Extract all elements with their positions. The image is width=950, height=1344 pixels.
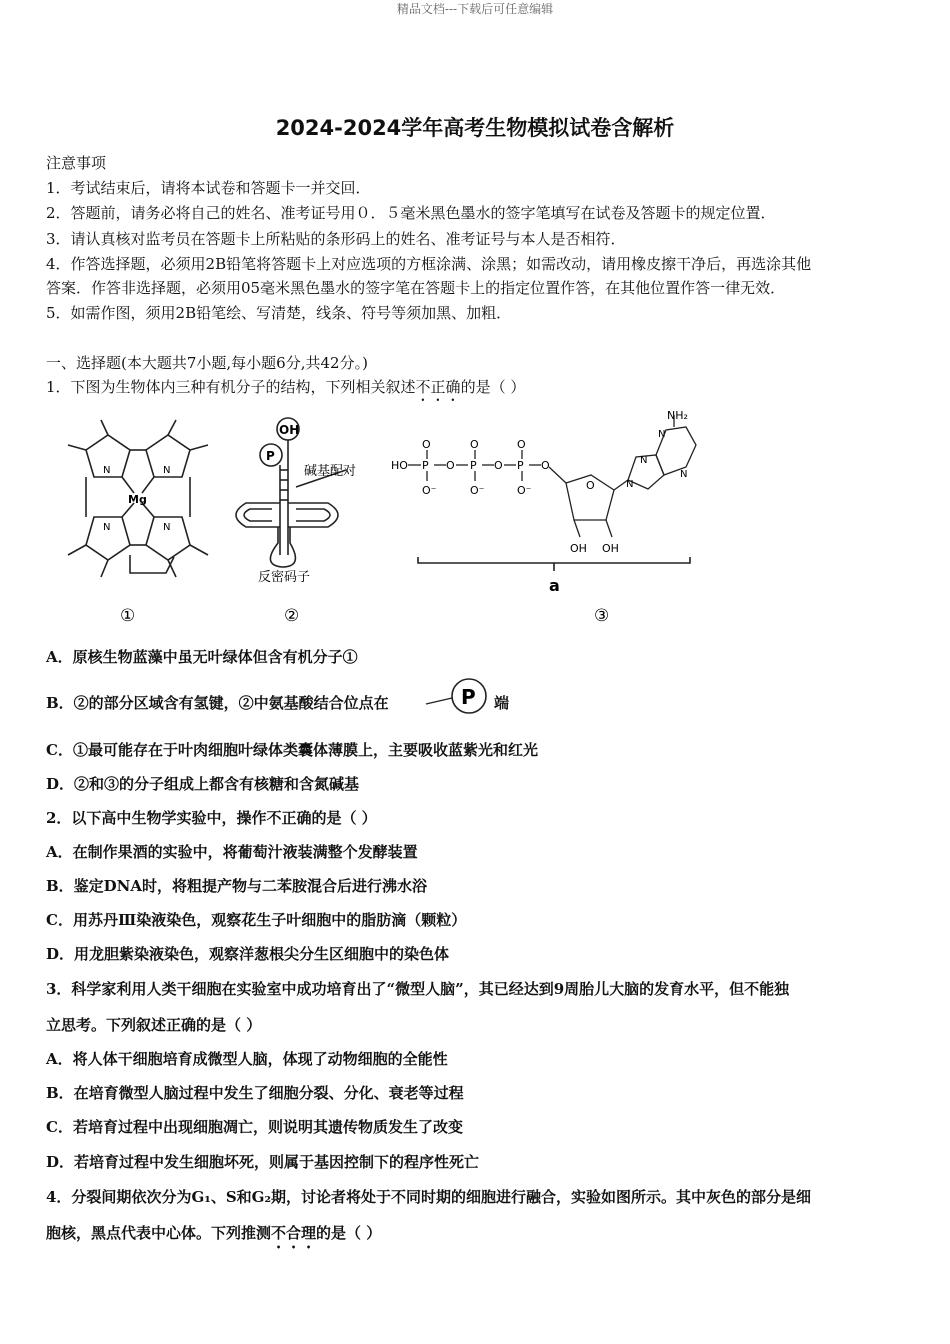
q2-option-d: D．用龙胆紫染液染色，观察洋葱根尖分生区细胞中的染色体: [46, 945, 450, 963]
atp-label: N: [680, 469, 688, 480]
q3-stem-line1: 3．科学家利用人类干细胞在实验室中成功培育出了“微型人脑”，其已经达到9周胎儿大脑的发育水平，但不能独: [46, 980, 790, 998]
q3-option-d: D．若培育过程中发生细胞坏死，则属于基因控制下的程序性死亡: [46, 1153, 480, 1171]
q3-option-a: A．将人体干细胞培育成微型人脑，体现了动物细胞的全能性: [46, 1050, 448, 1068]
q1-option-c: C．①最可能存在于叶肉细胞叶绿体类囊体薄膜上，主要吸收蓝紫光和红光: [46, 741, 538, 759]
atp-label: O: [517, 438, 526, 451]
notes-heading: 注意事项: [46, 154, 107, 172]
note-item: 3．请认真核对监考员在答题卡上所粘贴的条形码上的姓名、准考证号与本人是否相符．: [46, 230, 626, 248]
note-item: 4．作答选择题，必须用2B铅笔将答题卡上对应选项的方框涂满、涂黑；如需改动，请用橡皮擦干净后，再选涂其他: [46, 255, 812, 273]
q1-option-a: A．原核生物蓝藻中虽无叶绿体但含有机分子①: [46, 648, 358, 666]
trna-base-pair-label: 碱基配对: [304, 464, 357, 479]
caption-1: ①: [120, 606, 136, 626]
page-title: 2024-2024学年高考生物模拟试卷含解析: [275, 116, 675, 140]
atp-label: O⁻: [422, 484, 437, 497]
q1-option-b-end: 端: [494, 694, 510, 712]
p-symbol-label: P: [461, 685, 476, 709]
q1-option-d: D．②和③的分子组成上都含有核糖和含氮碱基: [46, 775, 360, 793]
atp-label: N: [626, 479, 634, 490]
q4-stem-line1: 4．分裂间期依次分为G₁、S和G₂期，讨论者将处于不同时期的细胞进行融合，实验如图所示。其中灰色的部分是细: [46, 1188, 812, 1206]
atom-label-mg: Mg: [128, 493, 147, 506]
q1-figure: [46, 405, 706, 630]
note-item: 答案．作答非选择题，必须用05毫米黑色墨水的签字笔在答题卡上的指定位置作答，在其他位置作答一律无效．: [46, 279, 786, 297]
atp-label: HO: [391, 459, 408, 472]
atp-label: OH: [570, 542, 587, 555]
atom-label: N: [103, 465, 111, 476]
trna-p-label: P: [266, 449, 275, 463]
note-item: 2．答题前，请务必将自己的姓名、准考证号用０．５毫米黑色墨水的签字笔填写在试卷及答题卡的规定位置．: [46, 204, 776, 222]
atp-label: O: [470, 438, 479, 451]
note-item: 5．如需作图，须用2B铅笔绘、写清楚，线条、符号等须加黑、加粗．: [46, 304, 512, 322]
q4-emphasis: 不合理: [271, 1224, 317, 1242]
atp-label: O: [586, 479, 595, 492]
atom-label: N: [103, 522, 111, 533]
atp-bracket: [418, 557, 690, 571]
p-symbol-icon: [424, 676, 494, 716]
caption-3: ③: [594, 606, 610, 626]
trna-oh-label: OH: [279, 423, 300, 437]
atp-label: N: [658, 429, 666, 440]
atp-label: P: [470, 459, 477, 472]
note-item: 1．考试结束后，请将本试卷和答题卡一并交回．: [46, 179, 371, 197]
q1-stem: 1．下图为生物体内三种有机分子的结构，下列相关叙述不正确的是（ ）: [46, 378, 526, 396]
q3-stem-line2: 立思考。下列叙述正确的是（ ）: [46, 1016, 262, 1034]
atp-bracket-label: a: [549, 576, 560, 595]
trna-structure: [236, 418, 346, 567]
page-header: 精品文档---下载后可任意编辑: [396, 2, 554, 16]
q2-option-b: B．鉴定DNA时，将粗提产物与二苯胺混合后进行沸水浴: [46, 877, 428, 895]
q2-stem: 2．以下高中生物学实验中，操作不正确的是（ ）: [46, 809, 377, 827]
atp-structure: [408, 415, 696, 537]
q2-option-a: A．在制作果酒的实验中，将葡萄汁液装满整个发酵装置: [46, 843, 418, 861]
q1-emphasis: 不正确: [415, 378, 461, 396]
q3-option-b: B．在培育微型人脑过程中发生了细胞分裂、分化、衰老等过程: [46, 1084, 464, 1102]
atp-label: O⁻: [517, 484, 532, 497]
trna-anticodon-label: 反密码子: [258, 570, 311, 585]
atp-label: N: [640, 455, 648, 466]
atp-label: OH: [602, 542, 619, 555]
atom-label: N: [163, 465, 171, 476]
q2-option-c: C．用苏丹Ⅲ染液染色，观察花生子叶细胞中的脂肪滴（颗粒）: [46, 911, 467, 929]
atp-label: O: [541, 459, 550, 472]
section-heading: 一、选择题(本大题共7小题,每小题6分,共42分。): [46, 354, 368, 372]
atp-label: NH₂: [667, 409, 688, 422]
q4-stem-line2: 胞核，黑点代表中心体。下列推测不合理的是（ ）: [46, 1224, 382, 1242]
atp-label: O: [446, 459, 455, 472]
caption-2: ②: [284, 606, 300, 626]
q1-option-b: B．②的部分区域含有氢键，②中氨基酸结合位点在: [46, 694, 389, 712]
atp-label: O: [494, 459, 503, 472]
atp-label: O⁻: [470, 484, 485, 497]
atp-label: O: [422, 438, 431, 451]
atp-label: P: [422, 459, 429, 472]
atom-label: N: [163, 522, 171, 533]
atp-label: P: [517, 459, 524, 472]
q3-option-c: C．若培育过程中出现细胞凋亡，则说明其遗传物质发生了改变: [46, 1118, 463, 1136]
